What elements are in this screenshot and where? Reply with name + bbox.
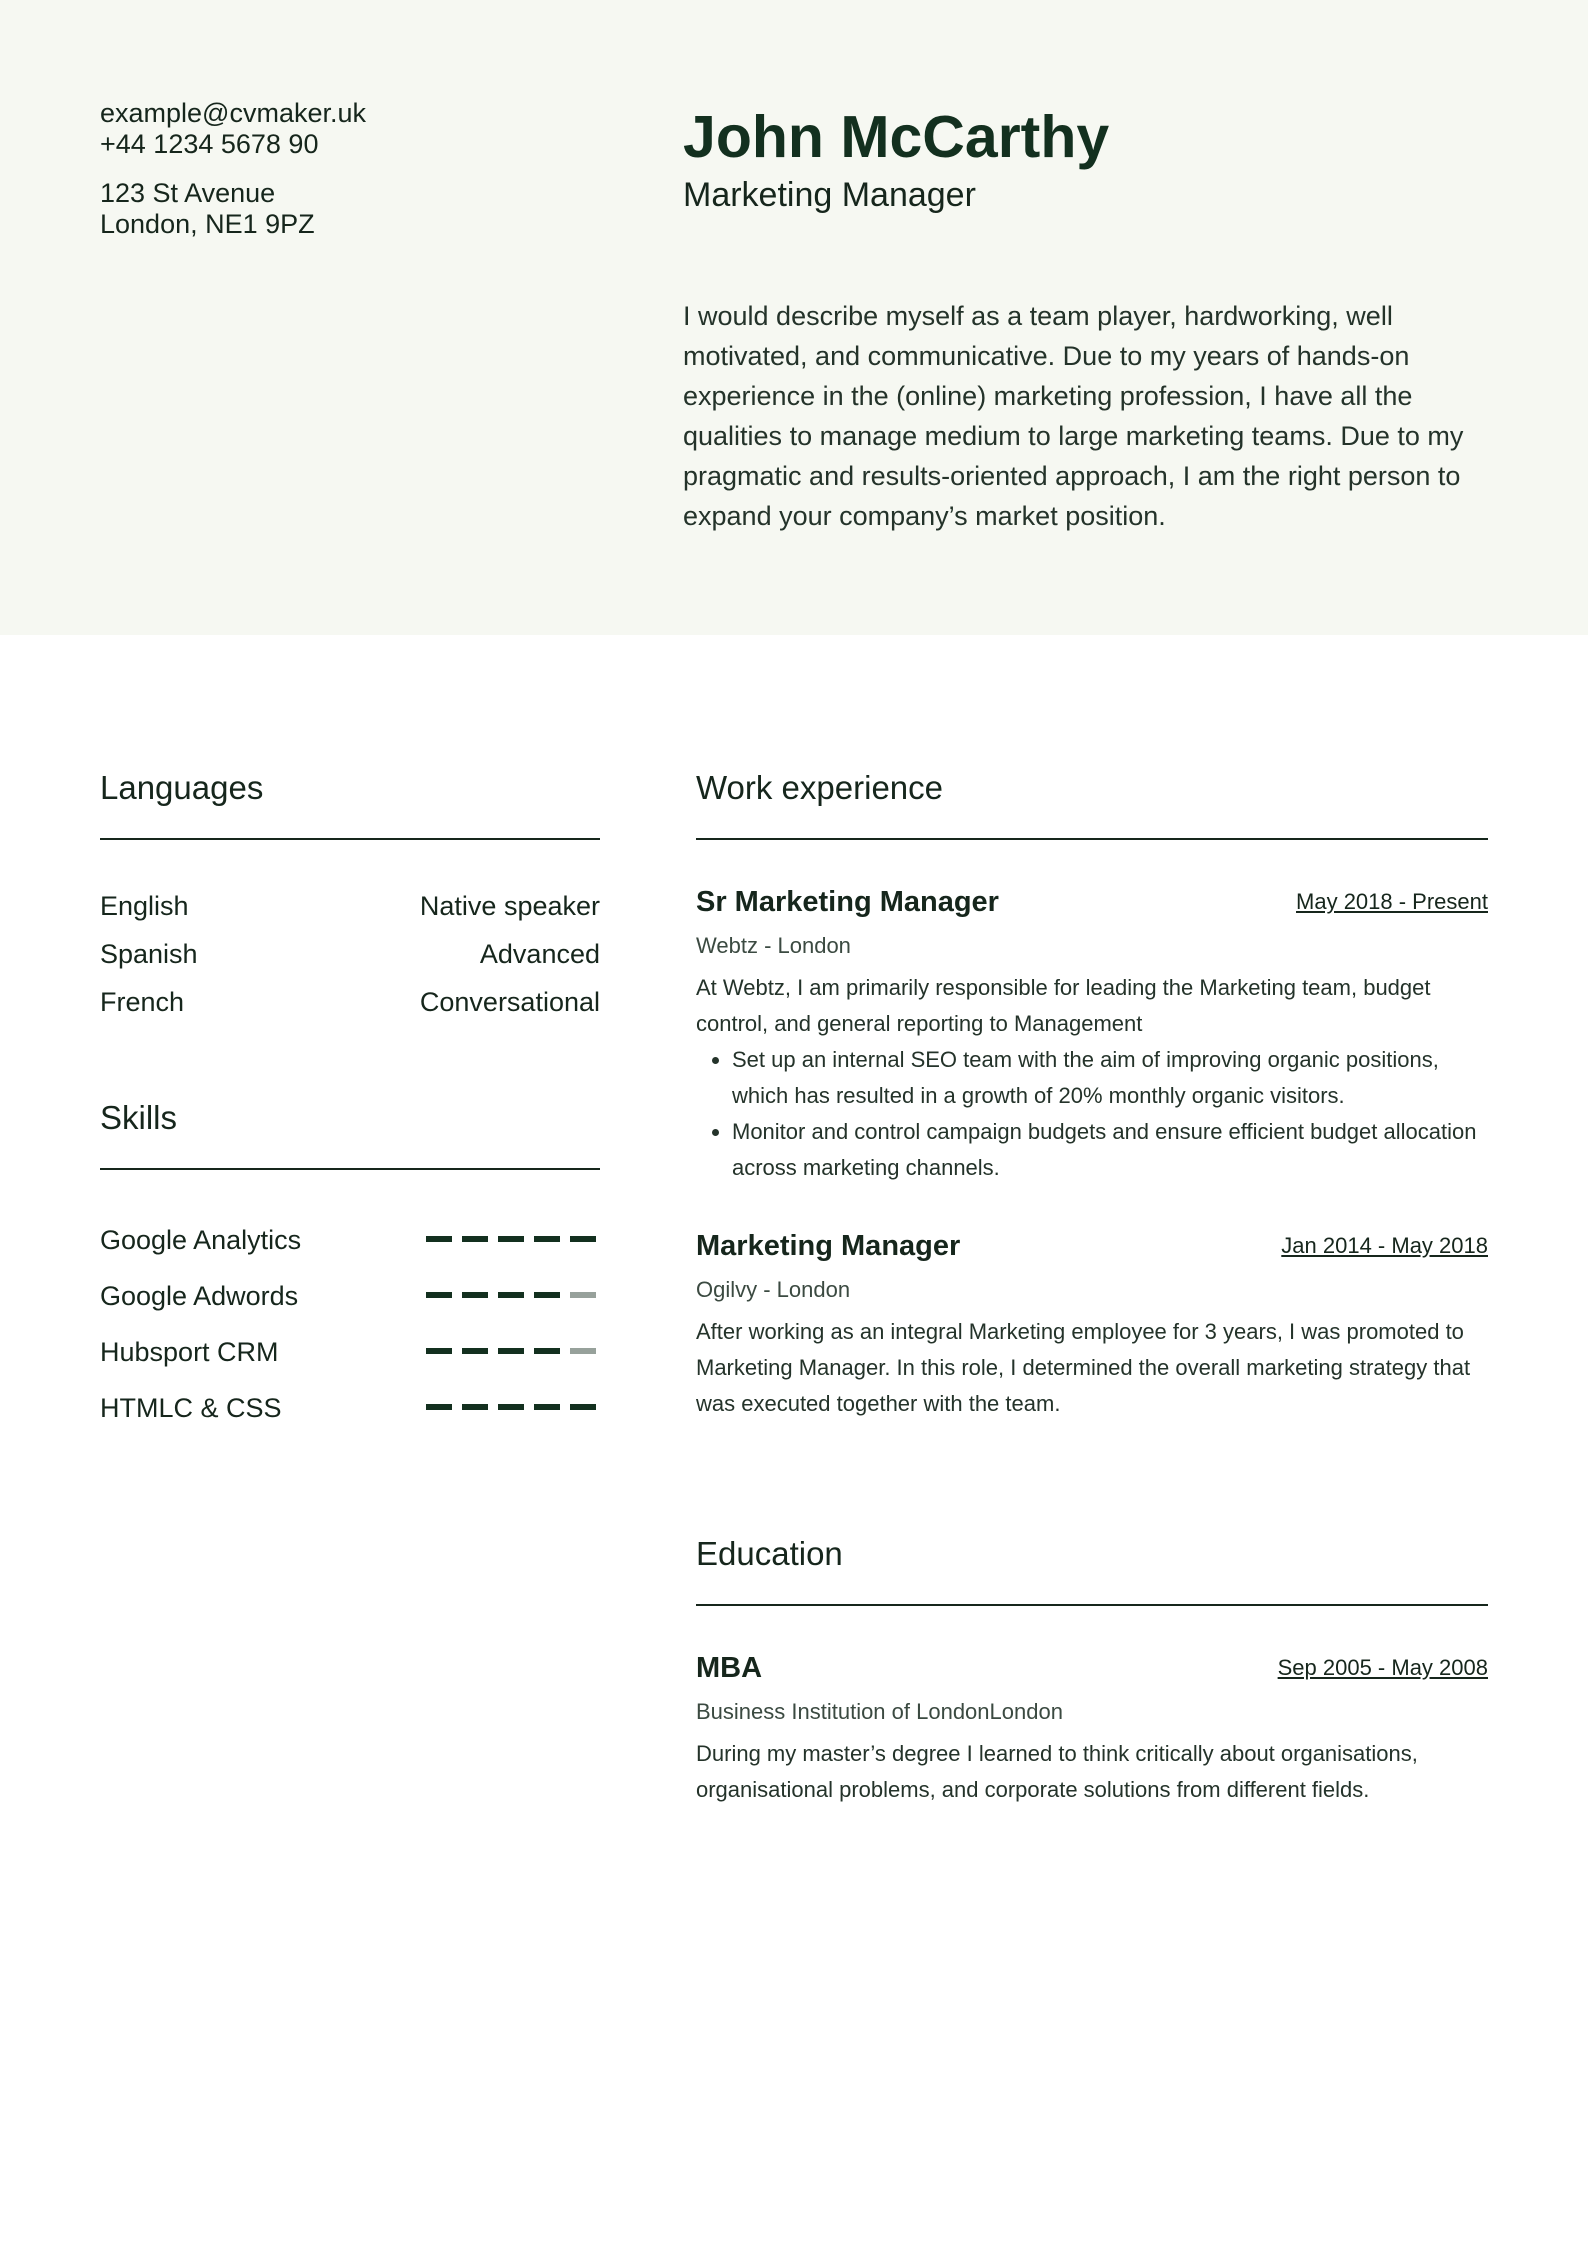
language-name: Spanish [100,939,198,969]
language-name: English [100,891,189,921]
skill-rating-dash-filled [534,1404,560,1410]
skill-rating-dash-filled [462,1348,488,1354]
job-employer: Webtz - London [696,933,851,958]
skill-rating-dash-filled [426,1348,452,1354]
skill-name: Google Analytics [100,1225,302,1255]
education-heading: Education [696,1535,843,1572]
language-level: Conversational [419,987,600,1017]
candidate-title: Marketing Manager [683,176,976,214]
contact-address-line2: London, NE1 9PZ [100,209,315,239]
skill-rating-dash-filled [426,1292,452,1298]
skills-heading: Skills [100,1099,178,1136]
work-heading: Work experience [696,769,944,806]
job-bullet: • Monitor and control campaign budgets and ensure efficient budget allocation across marketing channels. [732,1114,1496,1186]
profile-summary: I would describe myself as a team player, hardworking, well motivated, and communicative. Due to my years of hands-on experience in the (online) marketing profession, I have all the qualities to manage medium to large marketing teams. Due to my pragmatic and results-oriented approach, I am the right person to expand your company’s market position. [683,301,1464,531]
skill-rating-dash-filled [498,1292,524,1298]
skill-rating-dash-filled [498,1348,524,1354]
education-institution: Business Institution of LondonLondon [696,1699,1063,1724]
skill-name: Hubsport CRM [100,1337,279,1367]
contact-phone: +44 1234 5678 90 [100,129,319,159]
skill-rating-dash-filled [534,1292,560,1298]
skill-rating-dash-filled [426,1236,452,1242]
skill-rating-dash-filled [498,1404,524,1410]
skill-row [100,1276,600,1316]
contact-info [100,98,600,240]
job-employer: Ogilvy - London [696,1277,851,1302]
job-description: After working as an integral Marketing employee for 3 years, I was promoted to Marketing Manager. In this role, I determined the overall marketing strategy that was executed together with the team. [696,1319,1471,1416]
job-bullets [696,1042,1496,1186]
skill-rating-dash-empty [570,1292,596,1298]
skill-name: HTMLC & CSS [100,1393,282,1423]
contact-address-line1: 123 St Avenue [100,178,276,208]
skill-name: Google Adwords [100,1281,299,1311]
skill-rating-meter [426,1236,596,1244]
skill-rating-dash-filled [570,1236,596,1242]
skill-rating-dash-filled [462,1236,488,1242]
skill-rating-meter [426,1292,596,1300]
work-divider [696,838,1488,840]
skill-row [100,1388,600,1428]
skill-rating-dash-filled [498,1236,524,1242]
skill-rating-meter [426,1348,596,1356]
job-bullet: • Set up an internal SEO team with the aim of improving organic positions, which has resulted in a growth of 20% monthly organic visitors. [732,1042,1496,1114]
skill-rating-dash-filled [462,1404,488,1410]
education-divider [696,1604,1488,1606]
language-row [100,934,600,974]
skill-rating-dash-filled [570,1404,596,1410]
skill-rating-dash-empty [570,1348,596,1354]
language-row [100,886,600,926]
contact-email: example@cvmaker.uk [100,98,367,128]
job-title: Marketing Manager [696,1230,961,1262]
education-degree: MBA [696,1652,763,1684]
language-row [100,982,600,1022]
candidate-name: John McCarthy [683,104,1110,170]
skill-rating-dash-filled [534,1348,560,1354]
language-level: Advanced [479,939,600,969]
education-description: During my master’s degree I learned to think critically about organisations, organisational problems, and corporate solutions from different fields. [696,1741,1418,1802]
skill-row [100,1332,600,1372]
skills-divider [100,1168,600,1170]
education-dates: Sep 2005 - May 2008 [1277,1655,1488,1680]
languages-divider [100,838,600,840]
language-level: Native speaker [419,891,600,921]
skill-rating-dash-filled [426,1404,452,1410]
skill-rating-meter [426,1404,596,1412]
job-dates: Jan 2014 - May 2018 [1281,1233,1488,1258]
languages-heading: Languages [100,769,264,806]
skill-rating-dash-filled [534,1236,560,1242]
job-summary: At Webtz, I am primarily responsible for leading the Marketing team, budget control, and general reporting to Management [696,975,1431,1036]
language-name: French [100,987,185,1017]
skill-rating-dash-filled [462,1292,488,1298]
skill-row [100,1220,600,1260]
job-description [696,970,1496,1186]
job-dates: May 2018 - Present [1296,889,1488,914]
job-title: Sr Marketing Manager [696,886,999,918]
